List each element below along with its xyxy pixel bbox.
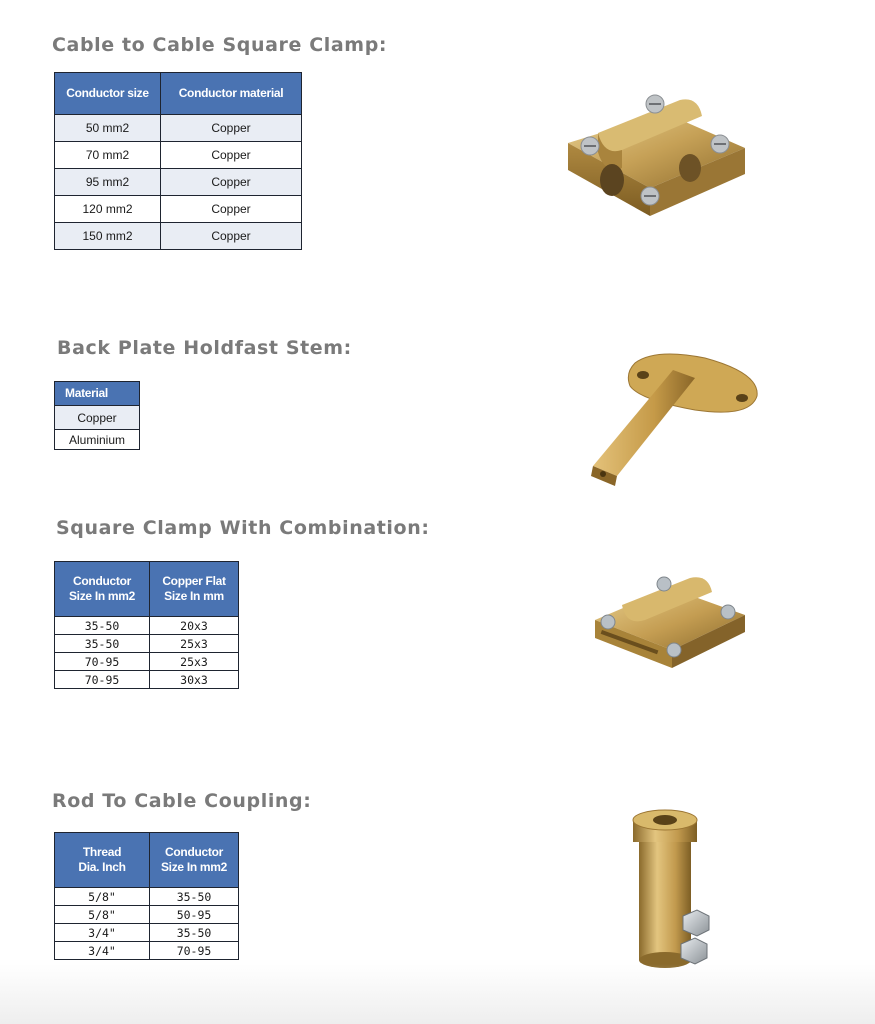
table-cell: 5/8" — [55, 888, 150, 906]
table-cell: 150 mm2 — [55, 223, 161, 250]
header-line: Thread — [82, 845, 122, 859]
header-line: Size In mm2 — [160, 860, 228, 874]
table-row — [55, 223, 302, 250]
combination-clamp-product-image — [590, 570, 750, 675]
table-cell: 5/8" — [55, 906, 150, 924]
table-cell: 70-95 — [150, 942, 239, 960]
table-cell: 70-95 — [55, 671, 150, 689]
table-row — [55, 196, 302, 223]
table-cell: 95 mm2 — [55, 169, 161, 196]
coupling-product-image — [625, 806, 725, 981]
holdfast-stem-product-image — [585, 348, 765, 494]
table-cell: 50 mm2 — [55, 115, 161, 142]
table-cell: Copper — [161, 142, 302, 169]
page-bottom-shadow — [0, 964, 875, 1024]
header-line: Dia. Inch — [78, 860, 126, 874]
table-row — [55, 906, 239, 924]
table-header — [55, 562, 150, 617]
table-row — [55, 115, 302, 142]
table-cell: 50-95 — [150, 906, 239, 924]
table-row — [55, 888, 239, 906]
table-cell: 70-95 — [55, 653, 150, 671]
table-cell: Copper — [161, 223, 302, 250]
table-row — [55, 430, 140, 450]
table-cell: 70 mm2 — [55, 142, 161, 169]
table-header — [150, 562, 239, 617]
header-line: Size In mm2 — [68, 589, 136, 603]
table-cell: 30x3 — [150, 671, 239, 689]
table-row — [55, 617, 239, 635]
table-header: Conductor size — [55, 73, 161, 115]
table-row — [55, 142, 302, 169]
section-heading: Cable to Cable Square Clamp: — [52, 34, 388, 56]
header-line: Conductor — [165, 845, 223, 859]
header-line: Conductor — [73, 574, 131, 588]
section-heading: Back Plate Holdfast Stem: — [57, 337, 352, 359]
table-cell: 35-50 — [150, 924, 239, 942]
table-header: Material — [55, 382, 140, 406]
table-row — [55, 169, 302, 196]
section-heading: Rod To Cable Coupling: — [52, 790, 312, 812]
table-cell: 35-50 — [55, 635, 150, 653]
spec-table — [54, 832, 239, 960]
spec-table — [54, 561, 239, 689]
table-row — [55, 924, 239, 942]
square-clamp-product-image — [560, 88, 750, 238]
table-row — [55, 671, 239, 689]
table-header: Conductor material — [161, 73, 302, 115]
spec-table — [54, 381, 140, 450]
table-cell: 25x3 — [150, 635, 239, 653]
table-cell: 120 mm2 — [55, 196, 161, 223]
table-header — [55, 833, 150, 888]
table-row — [55, 942, 239, 960]
table-row — [55, 653, 239, 671]
table-cell: Copper — [161, 115, 302, 142]
header-line: Size In mm — [164, 589, 224, 603]
table-cell: 3/4" — [55, 942, 150, 960]
table-cell: 35-50 — [55, 617, 150, 635]
table-cell: Copper — [55, 406, 140, 430]
table-cell: 3/4" — [55, 924, 150, 942]
table-cell: Copper — [161, 196, 302, 223]
table-row — [55, 635, 239, 653]
spec-table — [54, 72, 302, 250]
header-line: Copper Flat — [162, 574, 226, 588]
table-cell: 35-50 — [150, 888, 239, 906]
table-header — [150, 833, 239, 888]
section-heading: Square Clamp With Combination: — [56, 517, 430, 539]
table-cell: 25x3 — [150, 653, 239, 671]
table-cell: Aluminium — [55, 430, 140, 450]
table-cell: Copper — [161, 169, 302, 196]
table-row — [55, 406, 140, 430]
table-cell: 20x3 — [150, 617, 239, 635]
